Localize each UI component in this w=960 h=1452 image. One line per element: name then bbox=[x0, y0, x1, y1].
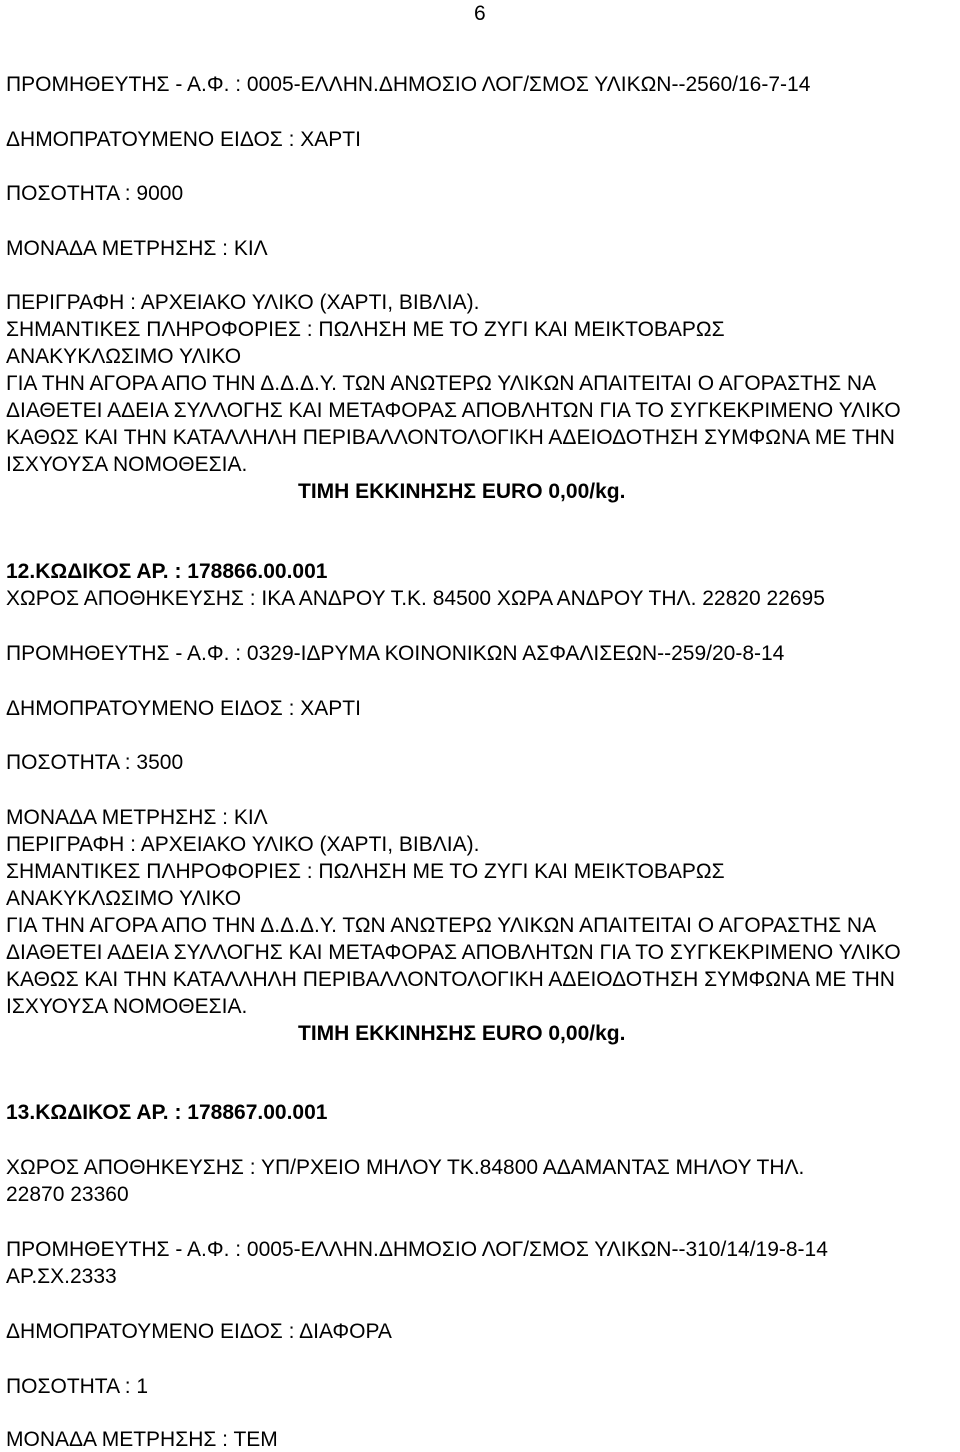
info-line: ΙΣΧΥΟΥΣΑ ΝΟΜΟΘΕΣΙΑ. bbox=[6, 995, 248, 1018]
quantity-line: ΠΟΣΟΤΗΤΑ : 3500 bbox=[6, 751, 184, 774]
storage-line: ΧΩΡΟΣ ΑΠΟΘΗΚΕΥΣΗΣ : ΥΠ/ΡΧΕΙΟ ΜΗΛΟΥ ΤΚ.84800 ΑΔΑΜΑΝΤΑΣ ΜΗΛΟΥ ΤΗΛ. bbox=[6, 1156, 805, 1179]
supplier-line: ΠΡΟΜΗΘΕΥΤΗΣ - Α.Φ. : 0005-ΕΛΛΗΝ.ΔΗΜΟΣΙΟ ΛΟΓ/ΣΜΟΣ ΥΛΙΚΩΝ--310/14/19-8-14 bbox=[6, 1238, 828, 1261]
item-line: ΔΗΜΟΠΡΑΤΟΥΜΕΝΟ ΕΙΔΟΣ : ΧΑΡΤΙ bbox=[6, 697, 361, 720]
supplier-line: ΠΡΟΜΗΘΕΥΤΗΣ - Α.Φ. : 0329-ΙΔΡΥΜΑ ΚΟΙΝΟΝΙΚΩΝ ΑΣΦΑΛΙΣΕΩΝ--259/20-8-14 bbox=[6, 642, 785, 665]
info-line: ΙΣΧΥΟΥΣΑ ΝΟΜΟΘΕΣΙΑ. bbox=[6, 453, 248, 476]
info-line: ΑΝΑΚΥΚΛΩΣΙΜΟ ΥΛΙΚΟ bbox=[6, 887, 242, 910]
supplier-line-continued: ΑΡ.ΣΧ.2333 bbox=[6, 1265, 117, 1288]
unit-line: ΜΟΝΑΔΑ ΜΕΤΡΗΣΗΣ : ΚΙΛ bbox=[6, 806, 268, 829]
unit-line: ΜΟΝΑΔΑ ΜΕΤΡΗΣΗΣ : ΤΕΜ bbox=[6, 1428, 278, 1451]
item-line: ΔΗΜΟΠΡΑΤΟΥΜΕΝΟ ΕΙΔΟΣ : ΧΑΡΤΙ bbox=[6, 128, 361, 151]
supplier-line: ΠΡΟΜΗΘΕΥΤΗΣ - Α.Φ. : 0005-ΕΛΛΗΝ.ΔΗΜΟΣΙΟ ΛΟΓ/ΣΜΟΣ ΥΛΙΚΩΝ--2560/16-7-14 bbox=[6, 73, 811, 96]
item-code: 12.ΚΩΔΙΚΟΣ ΑΡ. : 178866.00.001 bbox=[6, 560, 328, 583]
item-line: ΔΗΜΟΠΡΑΤΟΥΜΕΝΟ ΕΙΔΟΣ : ΔΙΑΦΟΡΑ bbox=[6, 1320, 392, 1343]
info-line: ΣΗΜΑΝΤΙΚΕΣ ΠΛΗΡΟΦΟΡΙΕΣ : ΠΩΛΗΣΗ ΜΕ ΤΟ ΖΥΓΙ ΚΑΙ ΜΕΙΚΤΟΒΑΡΩΣ bbox=[6, 318, 725, 341]
unit-line: ΜΟΝΑΔΑ ΜΕΤΡΗΣΗΣ : ΚΙΛ bbox=[6, 237, 268, 260]
starting-price: ΤΙΜΗ ΕΚΚΙΝΗΣΗΣ EURO 0,00/kg. bbox=[298, 1022, 626, 1045]
description-line: ΠΕΡΙΓΡΑΦΗ : ΑΡΧΕΙΑΚΟ ΥΛΙΚΟ (ΧΑΡΤΙ, ΒΙΒΛΙΑ). bbox=[6, 833, 480, 856]
storage-line: ΧΩΡΟΣ ΑΠΟΘΗΚΕΥΣΗΣ : ΙΚΑ ΑΝΔΡΟΥ Τ.Κ. 84500 ΧΩΡΑ ΑΝΔΡΟΥ ΤΗΛ. 22820 22695 bbox=[6, 587, 825, 610]
starting-price: ΤΙΜΗ ΕΚΚΙΝΗΣΗΣ EURO 0,00/kg. bbox=[298, 480, 626, 503]
item-code: 13.ΚΩΔΙΚΟΣ ΑΡ. : 178867.00.001 bbox=[6, 1101, 328, 1124]
info-line: ΚΑΘΩΣ ΚΑΙ ΤΗΝ ΚΑΤΑΛΛΗΛΗ ΠΕΡΙΒΑΛΛΟΝΤΟΛΟΓΙΚΗ ΑΔΕΙΟΔΟΤΗΣΗ ΣΥΜΦΩΝΑ ΜΕ ΤΗΝ bbox=[6, 968, 895, 991]
info-line: ΔΙΑΘΕΤΕΙ ΑΔΕΙΑ ΣΥΛΛΟΓΗΣ ΚΑΙ ΜΕΤΑΦΟΡΑΣ ΑΠΟΒΛΗΤΩΝ ΓΙΑ ΤΟ ΣΥΓΚΕΚΡΙΜΕΝΟ ΥΛΙΚΟ bbox=[6, 941, 901, 964]
info-line: ΣΗΜΑΝΤΙΚΕΣ ΠΛΗΡΟΦΟΡΙΕΣ : ΠΩΛΗΣΗ ΜΕ ΤΟ ΖΥΓΙ ΚΑΙ ΜΕΙΚΤΟΒΑΡΩΣ bbox=[6, 860, 725, 883]
quantity-line: ΠΟΣΟΤΗΤΑ : 9000 bbox=[6, 182, 184, 205]
info-line: ΑΝΑΚΥΚΛΩΣΙΜΟ ΥΛΙΚΟ bbox=[6, 345, 242, 368]
info-line: ΔΙΑΘΕΤΕΙ ΑΔΕΙΑ ΣΥΛΛΟΓΗΣ ΚΑΙ ΜΕΤΑΦΟΡΑΣ ΑΠΟΒΛΗΤΩΝ ΓΙΑ ΤΟ ΣΥΓΚΕΚΡΙΜΕΝΟ ΥΛΙΚΟ bbox=[6, 399, 901, 422]
info-line: ΓΙΑ ΤΗΝ ΑΓΟΡΑ ΑΠΟ ΤΗΝ Δ.Δ.Δ.Υ. ΤΩΝ ΑΝΩΤΕΡΩ ΥΛΙΚΩΝ ΑΠΑΙΤΕΙΤΑΙ Ο ΑΓΟΡΑΣΤΗΣ ΝΑ bbox=[6, 372, 877, 395]
description-line: ΠΕΡΙΓΡΑΦΗ : ΑΡΧΕΙΑΚΟ ΥΛΙΚΟ (ΧΑΡΤΙ, ΒΙΒΛΙΑ). bbox=[6, 291, 480, 314]
quantity-line: ΠΟΣΟΤΗΤΑ : 1 bbox=[6, 1375, 149, 1398]
page-number: 6 bbox=[474, 2, 486, 25]
info-line: ΓΙΑ ΤΗΝ ΑΓΟΡΑ ΑΠΟ ΤΗΝ Δ.Δ.Δ.Υ. ΤΩΝ ΑΝΩΤΕΡΩ ΥΛΙΚΩΝ ΑΠΑΙΤΕΙΤΑΙ Ο ΑΓΟΡΑΣΤΗΣ ΝΑ bbox=[6, 914, 877, 937]
info-line: ΚΑΘΩΣ ΚΑΙ ΤΗΝ ΚΑΤΑΛΛΗΛΗ ΠΕΡΙΒΑΛΛΟΝΤΟΛΟΓΙΚΗ ΑΔΕΙΟΔΟΤΗΣΗ ΣΥΜΦΩΝΑ ΜΕ ΤΗΝ bbox=[6, 426, 895, 449]
storage-line-continued: 22870 23360 bbox=[6, 1183, 129, 1206]
